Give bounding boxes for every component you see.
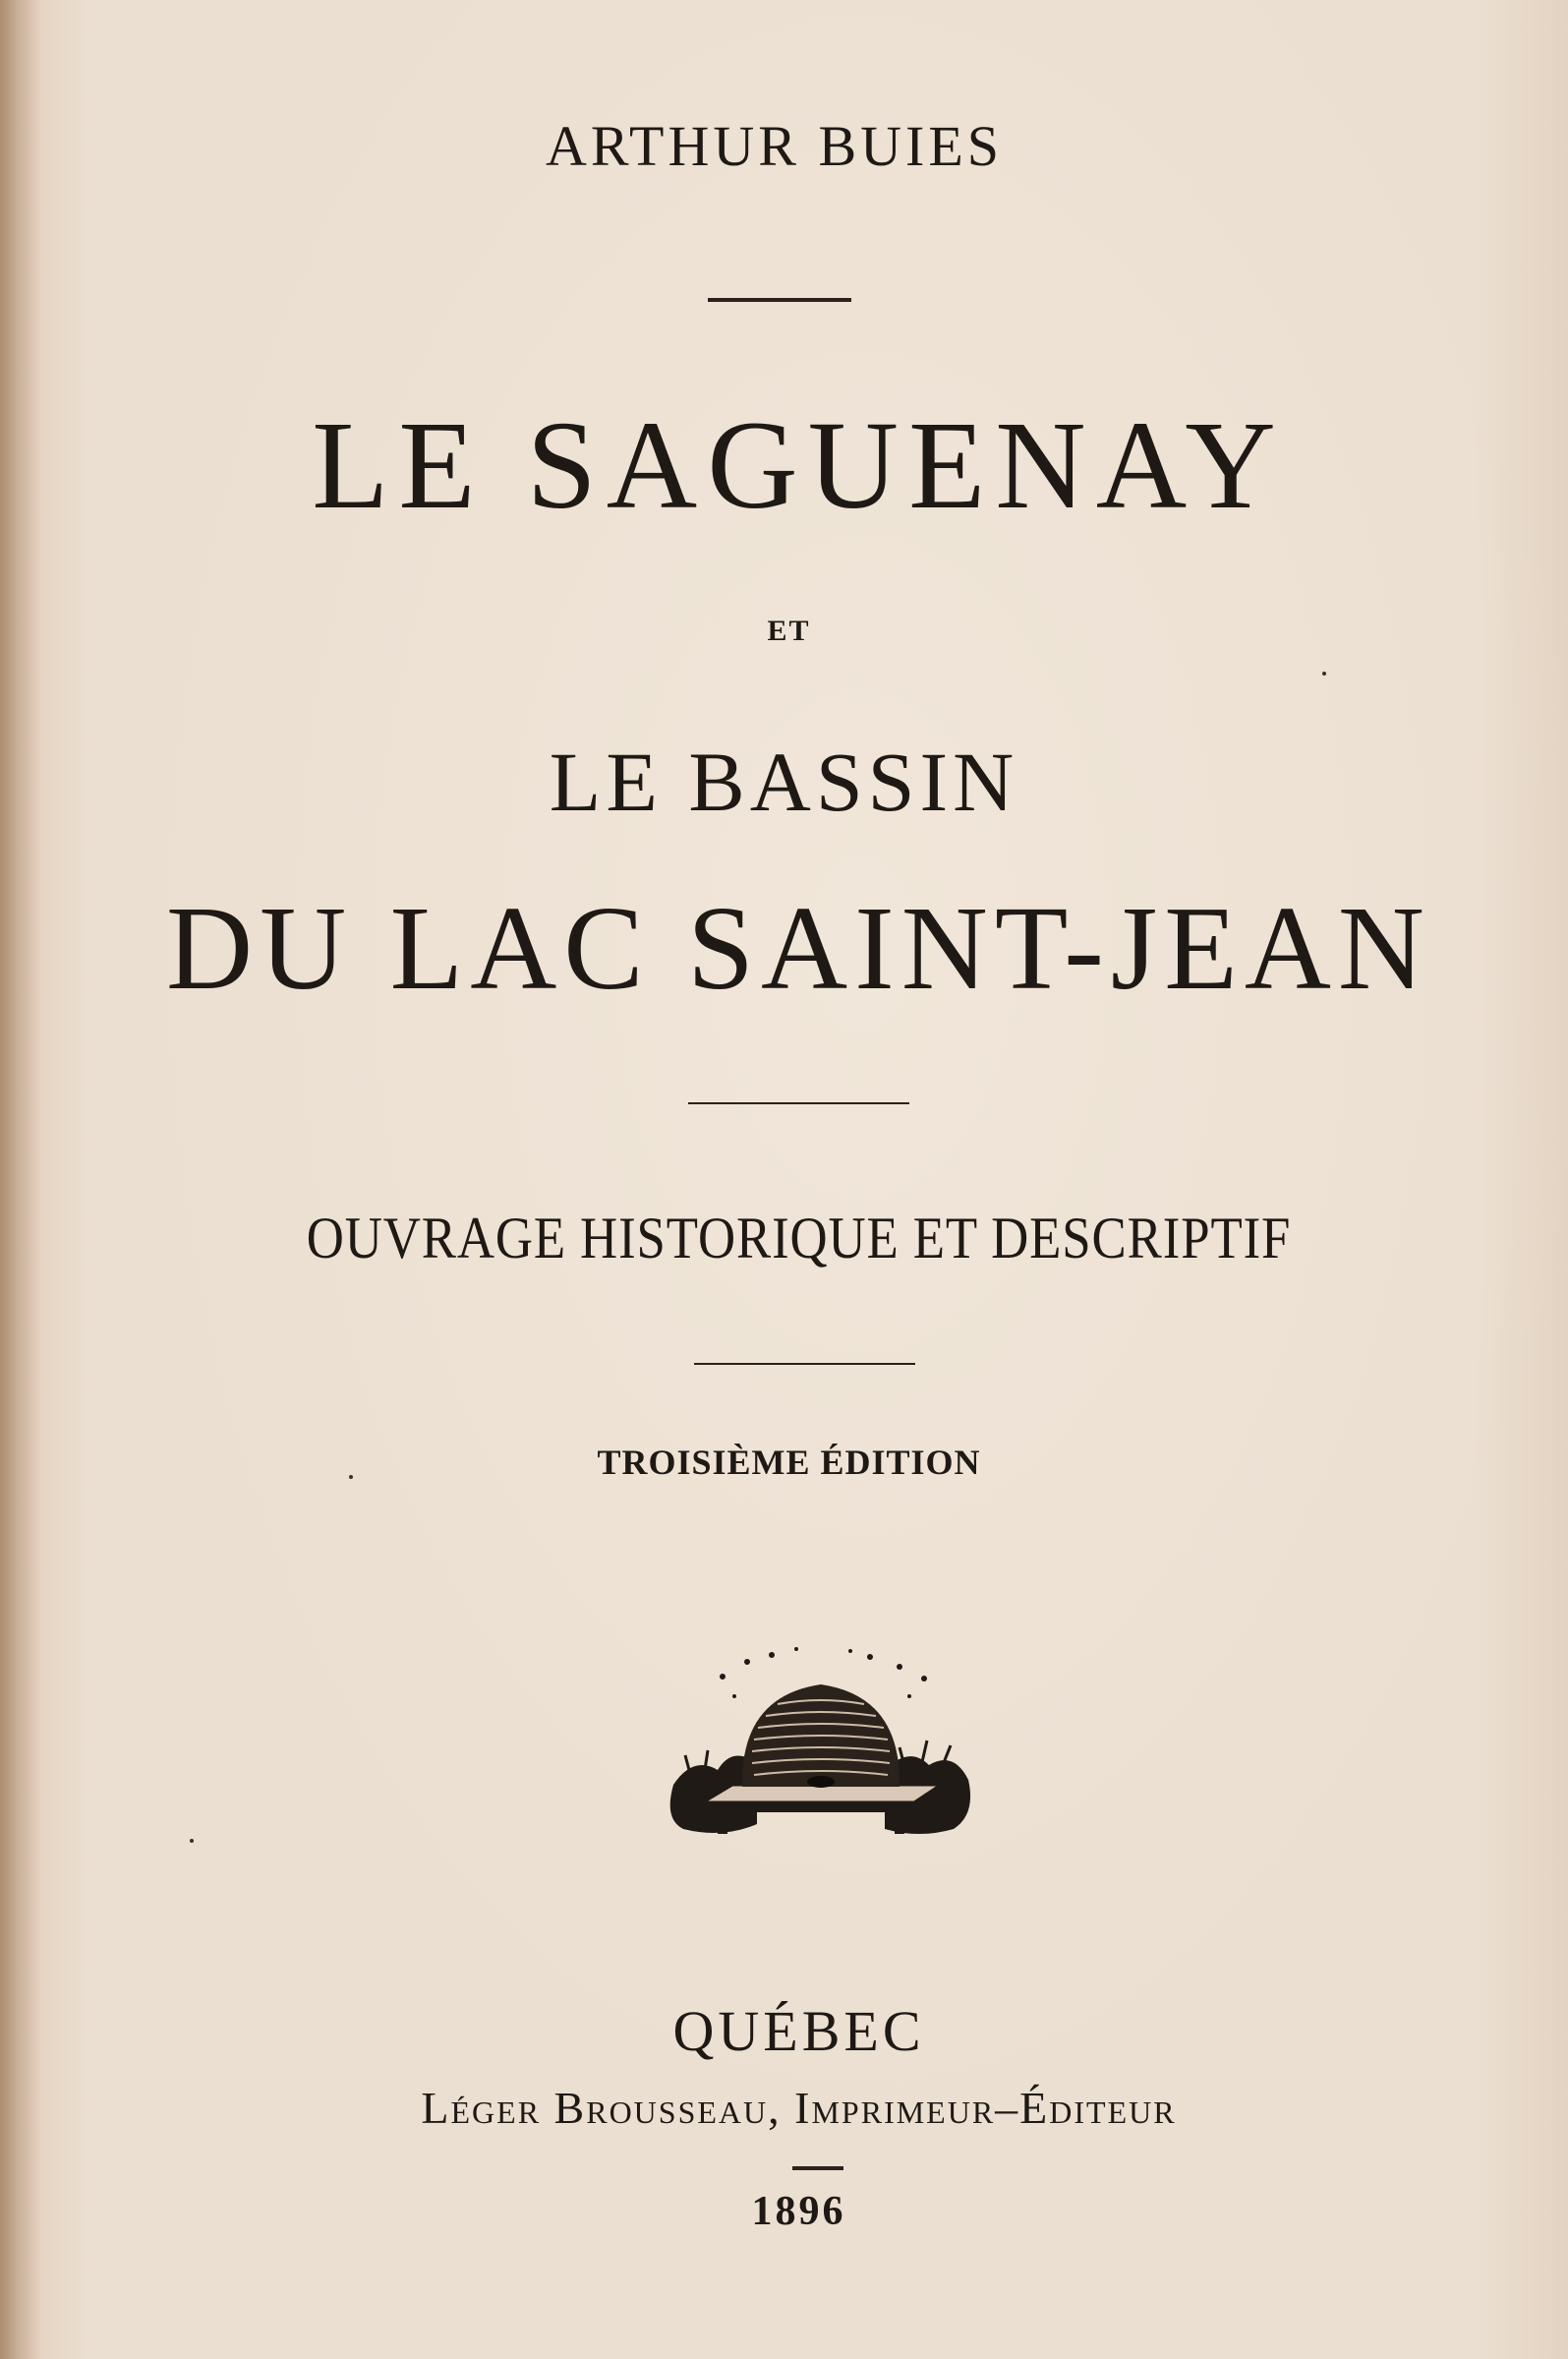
paper-speck <box>190 1839 194 1843</box>
rule-under-subtitle <box>694 1363 915 1365</box>
rule-under-title <box>688 1102 909 1104</box>
title-line-1: LE SAGUENAY <box>312 395 1286 535</box>
rule-above-year <box>792 2166 843 2170</box>
imprint-publisher: Léger Brousseau, Imprimeur–Éditeur <box>421 2083 1177 2133</box>
title-line-2: LE BASSIN <box>549 735 1019 829</box>
title-conjunction: ET <box>767 615 811 647</box>
imprint-city: QUÉBEC <box>672 1999 925 2063</box>
imprint-year: 1896 <box>751 2189 846 2234</box>
title-line-3: DU LAC SAINT-JEAN <box>165 882 1432 1015</box>
paper-speck <box>349 1475 353 1479</box>
beehive-icon <box>664 1637 978 1854</box>
subtitle: OUVRAGE HISTORIQUE ET DESCRIPTIF <box>306 1206 1292 1270</box>
rule-under-author <box>708 298 851 302</box>
edition-label: TROISIÈME ÉDITION <box>597 1443 981 1482</box>
paper-speck <box>1322 672 1326 676</box>
author-name: ARTHUR BUIES <box>545 114 1004 178</box>
